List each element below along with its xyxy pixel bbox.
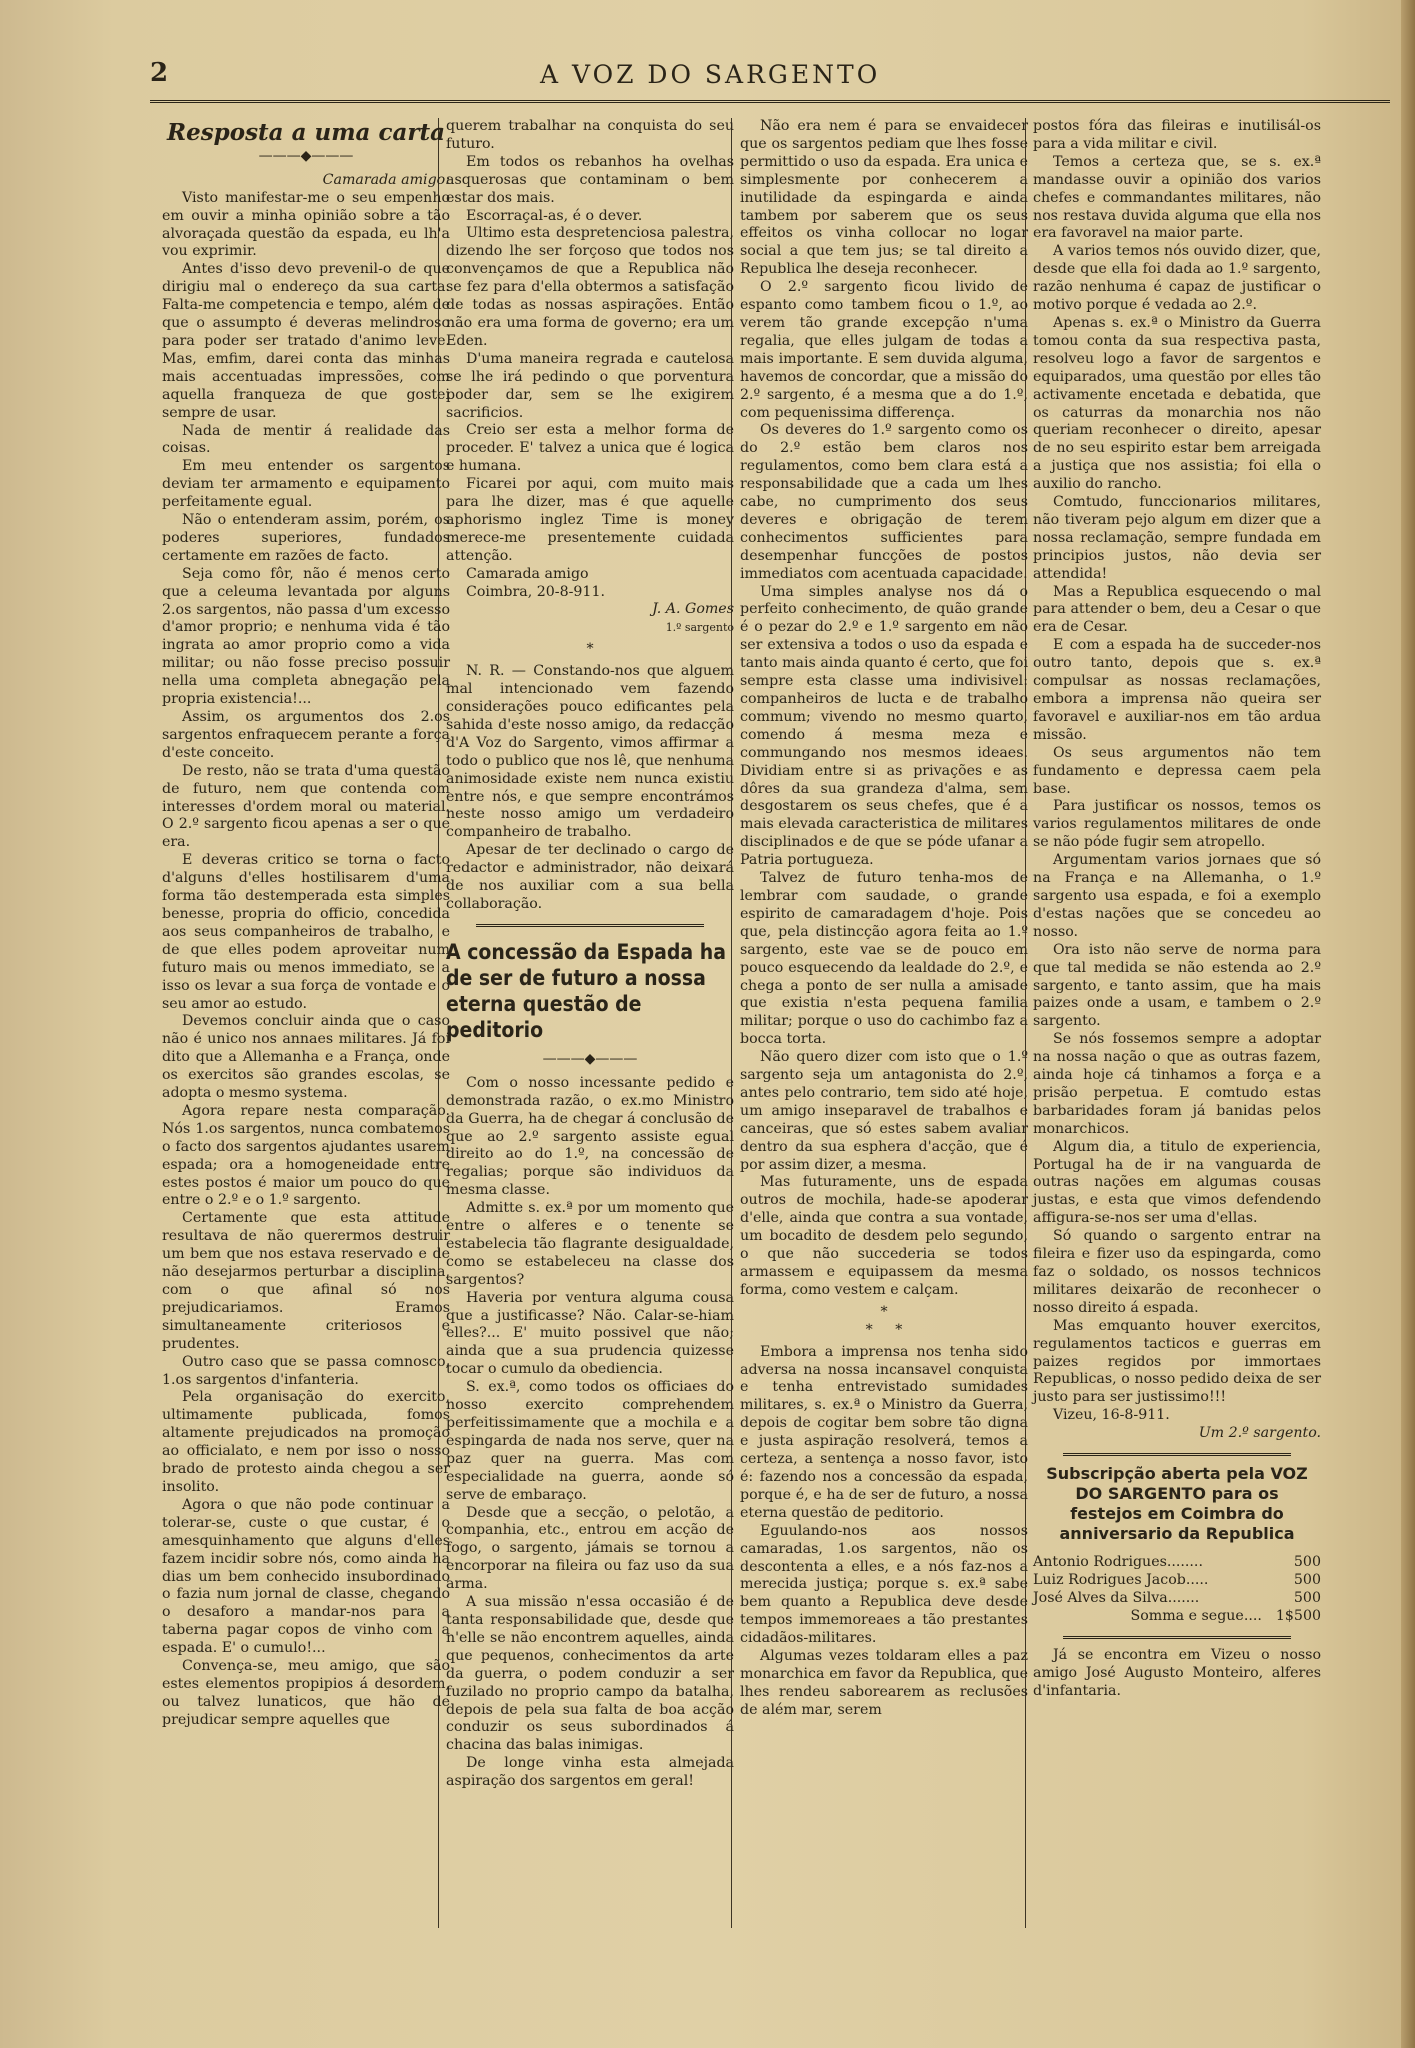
paragraph: Embora a imprensa nos tenha sido adversa na nossa incansavel conquista e tenha entrevistado sumidades militares, s. ex.ª o Ministro da Guerra, depois de cogitar bem sobre tão digna e justa aspiração resolverá, temos a certeza, a sentença a nosso favor, isto é: fazendo nos a concessão da espada, porque é, e ha de ser de futuro, a nossa eterna questão de peditorio. <box>740 1343 1028 1521</box>
editor-note: Apesar de ter declinado o cargo de redactor e administrador, não deixará de nos auxiliar com a sua bella collaboração. <box>446 842 734 912</box>
paragraph: Temos a certeza que, se s. ex.ª mandasse ouvir a opinião dos varios chefes e commandantes militares, não nos restava duvida alguma que ella nos era favoravel na maior parte. <box>1033 153 1321 242</box>
column-3 <box>740 118 1028 1720</box>
paragraph: Apenas s. ex.ª o Ministro da Guerra tomou conta da sua respectiva pasta, resolveu logo a favor de sargentos e equiparados, uma questão por elles tão activamente encetada e debatida, que os caturras da monarchia nos não queriam reconhecer o direito, apesar de no seu espirito estar bem arreigada a justiça que nos assistia; foi ella o auxilio do rancho. <box>1033 314 1321 493</box>
subscription-total <box>1033 1608 1321 1626</box>
paragraph: Certamente que esta attitude resultava de não querermos destruir um bem que nos estava reservado e de não desejarmos perturbar a disciplina, com o que afinal só nos prejudicariamos. Eramos simultaneamente criteriosos e prudentes. <box>162 1210 450 1352</box>
paragraph: O 2.º sargento ficou livido de espanto como tambem ficou o 1.º, ao verem tão grande excepção n'uma regalia, que elles julgam de todas a mais importante. E sem duvida alguma, havemos de concordar, que a missão do 2.º sargento, é a mesma que a do 1.º, com pequenissima differença. <box>740 279 1028 421</box>
paragraph: Em todos os rebanhos ha ovelhas asquerosas que contaminam o bem estar dos mais. <box>446 153 734 206</box>
paragraph: Comtudo, funccionarios militares, não tiveram pejo algum em dizer que a nossa reclamação, sempre fundada em principios justos, não devia ser attendida! <box>1033 494 1321 582</box>
total-amount: 1$500 <box>1275 1607 1321 1624</box>
paragraph: Devemos concluir ainda que o caso não é unico nos annaes militares. Já foi dito que a Allemanha e a França, onde os exercitos são grandes escolas, se adopta o mesmo systema. <box>162 1013 450 1102</box>
paragraph: Algum dia, a titulo de experiencia, Portugal ha de ir na vanguarda de outras nações em algumas cousas justas, e esta que vimos defendendo affigura-se-nos ser uma d'ellas. <box>1033 1138 1321 1227</box>
header-rule <box>150 100 1390 103</box>
masthead <box>150 58 1350 98</box>
column-2 <box>446 118 734 1791</box>
subscription-title: Subscripção aberta pela VOZ DO SARGENTO para os festejos em Coimbra do anniversario da Republica <box>1046 1464 1308 1544</box>
paragraph: Camarada amigo <box>466 565 589 582</box>
newspaper-title: A VOZ DO SARGENTO <box>540 60 881 89</box>
signature: J. A. Gomes <box>652 601 734 618</box>
paragraph: Argumentam varios jornaes que só na França e na Allemanha, o 1.º sargento usa espada, e foi a exemplo d'estas nações que se concedeu ao nosso. <box>1033 852 1321 940</box>
paragraph: S. ex.ª, como todos os officiaes do nosso exercito comprehendem perfeitissimamente que a mochila e a espingarda de nada nos serve, quer na paz quer na guerra. Mas com especialidade na guerra, aonde só serve de embaraço. <box>446 1379 734 1503</box>
paragraph: Mas futuramente, uns de espada outros de mochila, hade-se apoderar d'elle, ainda que contra a sua vontade, um bocadito de desdem pelo segundo, o que não succederia se todos armassem e equipassem da mesma forma, como vestem e calçam. <box>740 1174 1028 1298</box>
paragraph: Haveria por ventura alguma cousa que a justificasse? Não. Calar-se-hiam elles?... E' muito possivel que não; ainda que a sua prudencia quizesse tocar o cumulo da obediencia. <box>446 1289 734 1378</box>
paragraph: Mas emquanto houver exercitos, regulamentos tacticos e guerras em paizes regidos por immortaes Republicas, o nosso pedido deixa de ser justo para ser justissimo!!! <box>1033 1317 1321 1406</box>
paragraph: querem trabalhar na conquista do seu futuro. <box>446 118 734 152</box>
ornament: * <box>586 641 594 658</box>
paragraph: Para justificar os nossos, temos os varios regulamentos militares de onde se não póde fugir sem atropello. <box>1033 798 1321 851</box>
paragraph: Não quero dizer com isto que o 1.º sargento seja um antagonista do 2.º, antes pelo contrario, tem sido até hoje, um amigo inseparavel de trabalhos e canceiras, que só estes sabem avaliar dentro da sua esphera d'acção, que é por assim dizer, a mesma. <box>740 1049 1028 1173</box>
column-4 <box>1033 118 1321 1700</box>
column-1 <box>162 118 450 1730</box>
paragraph: E com a espada ha de succeder-nos outro tanto, depois que s. ex.ª compulsar as nossas reclamações, embora a imprensa não queira ser favoravel e auxiliar-nos em tão ardua missão. <box>1033 637 1321 743</box>
paragraph: Assim, os argumentos dos 2.os sargentos enfraquecem perante a força d'este conceito. <box>162 709 450 761</box>
paragraph: Ficarei por aqui, com muito mais para lhe dizer, mas é que aquelle aphorismo inglez Time is money merece-me presentemente cuidada attenção. <box>446 476 734 564</box>
paragraph: Uma simples analyse nos dá o perfeito conhecimento, de quão grande é o pezar do 2.º e 1.º sargento em não ser extensiva a todos o uso da espada e tanto mais ainda quanto é certo, que foi sempre esta classe uma indivisivel: companheiros de lucta e de trabalho commum; vivendo no mesmo quarto, comendo á mesma meza e commungando nos mesmos ideaes. Dividiam entre si as privações e as dôres da sua grandeza d'alma, sem desgostarem os seus chefes, que é a mais elevada caracteristica de militares disciplinados e de que se póde ufanar a Patria portugueza. <box>740 583 1028 869</box>
editor-note: N. R. — Constando-nos que alguem mal intencionado vem fazendo considerações pouco edificantes pela sahida d'este nosso amigo, da redacção d'A Voz do Sargento, vimos affirmar a todo o publico que nos lê, que nenhuma animosidade existe nem nunca existiu entre nós, e que sempre encontrámos neste nosso amigo um verdadeiro companheiro de trabalho. <box>446 663 734 841</box>
subscriber-name: José Alves da Silva....... <box>1033 1589 1200 1606</box>
page-number: 2 <box>150 58 169 88</box>
paragraph: postos fóra das fileiras e inutilisál-os para a vida militar e civil. <box>1033 118 1321 152</box>
paragraph: A sua missão n'essa occasião é de tanta responsabilidade que, desde que n'elle se não encontrem aquelles, ainda que pequenos, conhecimentos da arte da guerra, o podem conduzir a ser fuzilado no proprio campo da batalha, depois de pela sua falta de boa acção conduzir os seus subordinados á chacina das balas inimigas. <box>446 1594 734 1754</box>
paragraph: Seja como fôr, não é menos certo que a celeuma levantada por alguns 2.os sargentos, não passa d'um excesso d'amor proprio; e nenhuma vida é tão ingrata ao amor proprio como a vida militar; ou não fosse preciso possuir nella uma completa abnegação pela propria existencia!... <box>162 565 450 708</box>
paragraph: Já se encontra em Vizeu o nosso amigo José Augusto Monteiro, alferes d'infantaria. <box>1033 1646 1321 1699</box>
paragraph: Em meu entender os sargentos deviam ter armamento e equipamento perfeitamente egual. <box>162 458 450 511</box>
paragraph: Agora o que não pode continuar a tolerar-se, custe o que custar, é o amesquinhamento que alguns d'elles fazem incidir sobre nós, como ainda ha dias um bem conhecido insubordinado o fazia num jornal de classe, chegando o desaforo a mandar-nos para a taberna pagar copos de vinho com a espada. E' o cumulo!... <box>162 1496 450 1657</box>
paragraph: Ora isto não serve de norma para que tal medida se não estenda ao 2.º sargento, e tanto assim, que ha mais paizes onde a usam, e tambem o 2.º sargento. <box>1033 941 1321 1030</box>
paragraph: Creio ser esta a melhor forma de proceder. E' talvez a unica que é logica e humana. <box>446 422 734 475</box>
paragraph: Pela organisação do exercito, ultimamente publicada, fomos altamente prejudicados na promoção ao officialato, e nem por isso o nosso brado de protesto ainda chegou a ser insolito. <box>162 1389 450 1495</box>
paragraph: Ultimo esta despretenciosa palestra, dizendo lhe ser forçoso que todos nos convençamos de que a Republica não se fez para d'ella obtermos a satisfação de todas as nossas aspirações. Então não era uma forma de governo; era um Eden. <box>446 225 734 349</box>
separator-rule <box>476 924 704 927</box>
paragraph: Não o entenderam assim, porém, os poderes superiores, fundados certamente em razões de facto. <box>162 512 450 564</box>
paragraph: Admitte s. ex.ª por um momento que entre o alferes e o tenente se estabelecia tão flagrante desigualdade, como se estabeleceu na classe dos sargentos? <box>446 1200 734 1288</box>
paragraph: Se nós fossemos sempre a adoptar na nossa nação o que as outras fazem, ainda hoje cá tinhamos a força e a prisão perpetua. E comtudo estas barbaridades foram já banidas pelos monarchicos. <box>1033 1031 1321 1137</box>
paragraph: Agora repare nesta comparação. Nós 1.os sargentos, nunca combatemos o facto dos sargentos ajudantes usarem espada; ora a homogeneidade entre estes postos é maior um pouco do que entre o 2.º e o 1.º sargento. <box>162 1102 450 1209</box>
subscription-row <box>1033 1590 1321 1608</box>
paragraph: De resto, não se trata d'uma questão de futuro, nem que contenda com interesses d'ordem moral ou material. O 2.º sargento ficou apenas a ser o que era. <box>162 762 450 851</box>
article-title: A concessão da Espada ha de ser de futuro a nossa eterna questão de peditorio <box>446 939 726 1042</box>
paragraph: Com o nosso incessante pedido e demonstrada razão, o ex.mo Ministro da Guerra, ha de chegar á conclusão de que ao 2.º sargento assiste egual direito ao do 1.º, na concessão de regalias; porque são individuos da mesma classe. <box>446 1074 734 1199</box>
subscription-row <box>1033 1554 1321 1572</box>
paragraph: Mas a Republica esquecendo o mal para attender o bem, deu a Cesar o que era de Cesar. <box>1033 583 1321 636</box>
paragraph: Visto manifestar-me o seu empenho em ouvir a minha opinião sobre a tão alvoraçada questão da espada, eu lh'a vou exprimir. <box>162 189 450 260</box>
signature-rank: 1.º sargento <box>665 621 734 635</box>
paragraph: Desde que a secção, o pelotão, a companhia, etc., entrou em acção de fogo, o sargento, jámais se tornou a encorporar na fileira ou faz uso da sua arma. <box>446 1504 734 1593</box>
separator-rule <box>1063 1636 1291 1639</box>
paragraph: Os deveres do 1.º sargento como os do 2.º estão bem claros nos regulamentos, como bem clara está a responsabilidade que a cada um lhes cabe, no cumprimento dos seus deveres e obrigação de terem conhecimentos sufficientes para desempenhar funcções de postos immediatos com acentuada capacidade. <box>740 422 1028 582</box>
paragraph: Nada de mentir á realidade das coisas. <box>162 422 450 457</box>
paragraph: Antes d'isso devo prevenil-o de que dirigiu mal o endereço da sua carta. Falta-me competencia e tempo, além de que o assumpto é deveras melindroso para poder ser tratado d'animo leve. Mas, emfim, darei conta das minhas mais accentuadas impressões, com aquella franqueza de que gostei sempre de usar. <box>162 261 450 421</box>
paragraph: Escorraçal-as, é o dever. <box>466 207 643 224</box>
dateline: Vizeu, 16-8-911. <box>1053 1407 1170 1424</box>
page-edge <box>1401 0 1415 2048</box>
paragraph: E deveras critico se torna o facto d'alguns d'elles hostilisarem d'uma forma tão destemperada esta simples benesse, propria do officio, concedida aos seus companheiros de trabalho, e de que elles podem aproveitar num futuro mais ou menos immediato, se a isso os levar a sua força de vontade e o seu amor ao estudo. <box>162 852 450 1012</box>
subscription-row <box>1033 1572 1321 1590</box>
paragraph: Convença-se, meu amigo, que são estes elementos propipios á desordem, ou talvez lunaticos, que hão de prejudicar sempre aquelles que <box>162 1658 450 1728</box>
paragraph: Não era nem é para se envaidecer que os sargentos pediam que lhes fosse permittido o uso da espada. Era unica e simplesmente por conhecerem a inutilidade da espingarda e ainda tambem por saberem que os seus effeitos os vinha collocar no logar social a que tem jus; se tal direito a Republica lhe deseja reconhecer. <box>740 118 1028 278</box>
article-title: Resposta a uma carta <box>166 119 446 146</box>
paragraph: Talvez de futuro tenha-mos de lembrar com saudade, o grande espirito de camaradagem d'hoje. Pois que, pela distincção agora feita ao 1.º sargento, este vae se de pouco em pouco esquecendo da lealdade do 2.º, e chega a ponto de ser nulla a amisade que existia n'esta pequena familia militar; porque o uso do cachimbo faz a bocca torta. <box>740 870 1028 1048</box>
paragraph: A varios temos nós ouvido dizer, que, desde que ella foi dada ao 1.º sargento, razão nenhuma é capaz de justificar o motivo porque é vedada ao 2.º. <box>1033 243 1321 314</box>
dateline: Coimbra, 20-8-911. <box>466 583 605 600</box>
paragraph: Algumas vezes toldaram elles a paz monarchica em favor da Republica, que lhes rendeu saborearem as reclusões de além mar, serem <box>740 1648 1028 1718</box>
subscriber-name: Luiz Rodrigues Jacob..... <box>1033 1571 1209 1588</box>
separator-rule <box>1063 1453 1291 1456</box>
ornament: ———◆——— <box>258 147 354 164</box>
total-label: Somma e segue.... <box>1130 1607 1262 1624</box>
signature: Um 2.º sargento. <box>1198 1425 1321 1442</box>
subscriber-amount: 500 <box>1293 1554 1321 1571</box>
paragraph: De longe vinha esta almejada aspiração dos sargentos em geral! <box>446 1755 734 1790</box>
ornament: ———◆——— <box>542 1050 638 1067</box>
ornament: * * * <box>865 1303 903 1338</box>
paragraph: Eguulando-nos aos nossos camaradas, 1.os sargentos, não os descontenta a elles, e a nós faz-nos a merecida justiça; porque s. ex.ª sabe bem quanto a Republica deve desde tempos immemoreaes a tão prestantes cidadãos-militares. <box>740 1522 1028 1647</box>
paragraph: D'uma maneira regrada e cautelosa se lhe irá pedindo o que porventura poder dar, sem se lhe exigirem sacrificios. <box>446 350 734 421</box>
subscriber-amount: 500 <box>1293 1589 1321 1606</box>
paragraph: Os seus argumentos não tem fundamento e depressa caem pela base. <box>1033 744 1321 797</box>
paragraph: Outro caso que se passa comnosco, 1.os sargentos d'infanteria. <box>162 1353 450 1388</box>
subscriber-name: Antonio Rodrigues........ <box>1033 1554 1203 1571</box>
subscriber-amount: 500 <box>1293 1571 1321 1588</box>
greeting: Camarada amigo: <box>322 171 450 188</box>
paragraph: Só quando o sargento entrar na fileira e fizer uso da espingarda, como faz o soldado, os nossos technicos militares deixarão de reconhecer o nosso direito á espada. <box>1033 1228 1321 1316</box>
